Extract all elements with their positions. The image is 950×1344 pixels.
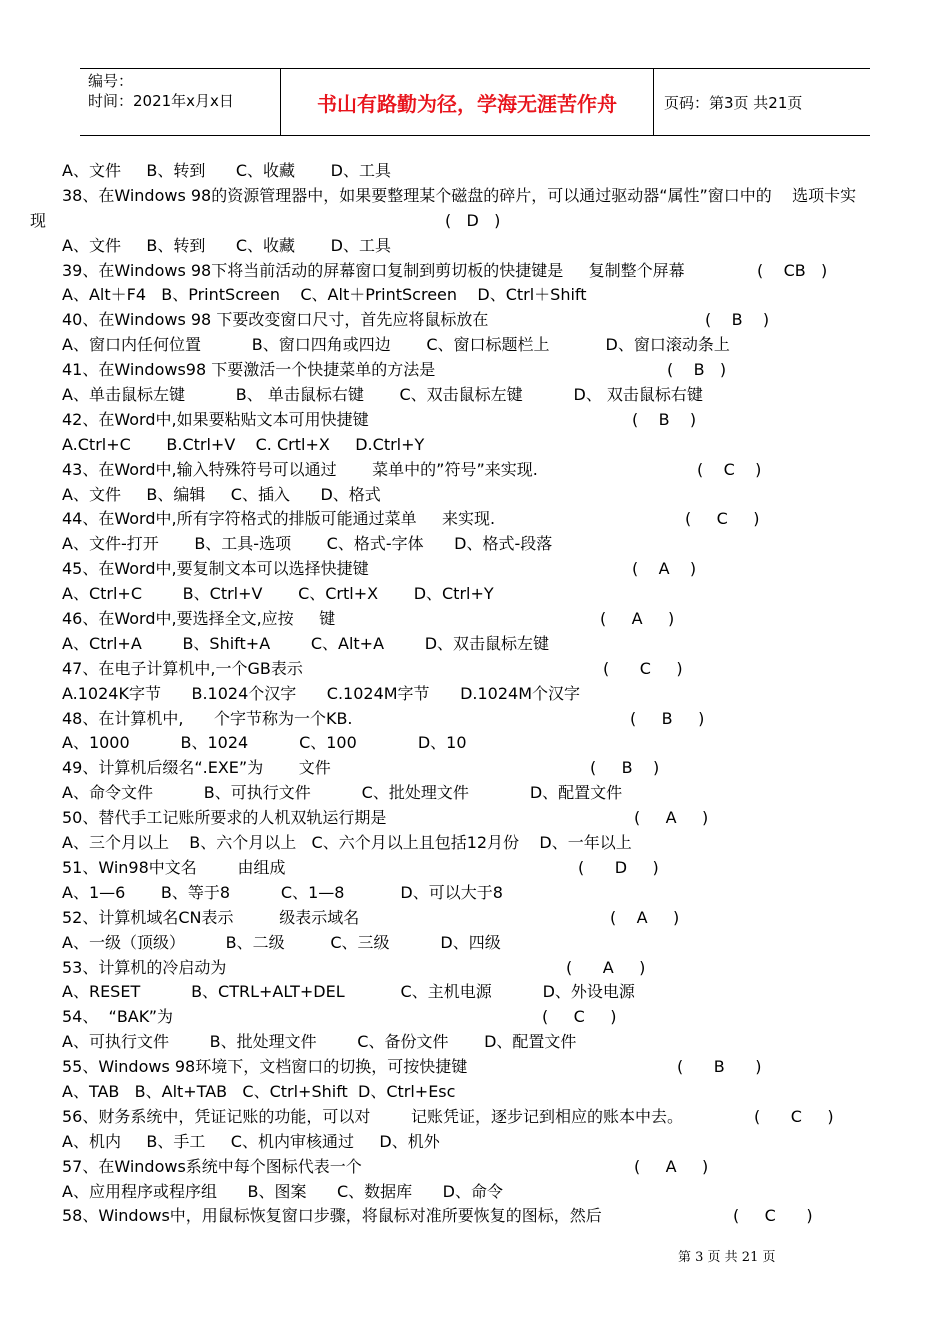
line-text: A、Ctrl+C B、Ctrl+V C、Crtl+X D、Ctrl+Y [62,584,494,604]
line-text: A、文件-打开 B、工具-选项 C、格式-字体 D、格式-段落 [62,534,553,554]
text-line [0,956,950,981]
line-text: 38、在Windows 98的资源管理器中，如果要整理某个磁盘的碎片，可以通过驱动器“属性”窗口中的 选项卡实 [62,185,857,205]
text-line [0,980,950,1005]
line-text: 58、Windows中，用鼠标恢复窗口步骤，将鼠标对准所要恢复的图标，然后 [62,1206,602,1226]
text-line [0,433,950,458]
line-text: A、1—6 B、等于8 C、1—8 D、可以大于8 [62,882,503,902]
text-line [0,283,950,308]
header-page-info: 页码：第3页 共21页 [664,93,803,112]
text-line [0,159,950,184]
line-text: 46、在Word中,要选择全文,应按 键 [62,609,336,629]
text-line [0,259,950,284]
header-number: 编号： [88,72,134,90]
text-line [0,1005,950,1030]
text-line [0,931,950,956]
header-motto: 书山有路勤为径，学海无涯苦作舟 [280,69,654,135]
question-list [0,159,950,1229]
text-line [0,483,950,508]
line-text: 51、Win98中文名 由组成 [62,857,286,877]
line-text: 41、在Windows98 下要激活一个快捷菜单的方法是 [62,360,436,380]
text-line [0,308,950,333]
text-line [0,781,950,806]
answer: ( B ) [677,1057,762,1077]
text-line [0,1155,950,1180]
text-line [0,682,950,707]
line-text: 39、在Windows 98下将当前活动的屏幕窗口复制到剪切板的快捷键是 复制整个屏幕 [62,260,685,280]
line-text: A、TAB B、Alt+TAB C、Ctrl+Shift D、Ctrl+Esc [62,1081,456,1101]
answer: ( B ) [667,360,727,380]
text-line [0,184,950,209]
answer: ( C ) [733,1206,813,1226]
answer: ( A ) [634,808,709,828]
text-line [0,881,950,906]
line-text: A、可执行文件 B、批处理文件 C、备份文件 D、配置文件 [62,1032,577,1052]
answer: ( C ) [603,658,683,678]
line-text: A、单击鼠标左键 B、 单击鼠标右键 C、双击鼠标左键 D、 双击鼠标右键 [62,385,703,405]
line-text: 43、在Word中,输入特殊符号可以通过 菜单中的”符号”来实现. [62,459,538,479]
answer: ( C ) [685,509,760,529]
text-line [0,383,950,408]
text-line [0,756,950,781]
line-text: A、Ctrl+A B、Shift+A C、Alt+A D、双击鼠标左键 [62,633,550,653]
text-line [0,1055,950,1080]
text-line [0,1204,950,1229]
line-text: A、1000 B、1024 C、100 D、10 [62,733,467,753]
text-line [0,831,950,856]
line-text: A.1024K字节 B.1024个汉字 C.1024M字节 D.1024M个汉字 [62,683,581,703]
answer: ( D ) [445,210,501,230]
text-line [0,632,950,657]
text-line [0,1105,950,1130]
line-text: 52、计算机域名CN表示 级表示域名 [62,907,360,927]
line-text: 53、计算机的冷启动为 [62,957,227,977]
text-line [0,582,950,607]
line-text: 54、 “BAK”为 [62,1007,174,1027]
header-meta [80,69,280,135]
line-text: A、一级（顶级） B、二级 C、三级 D、四级 [62,932,501,952]
answer: ( A ) [634,1156,709,1176]
line-text: 44、在Word中,所有字符格式的排版可能通过菜单 来实现. [62,509,496,529]
line-text: 现 [30,210,47,230]
line-text: 50、替代手工记账所要求的人机双轨运行期是 [62,808,387,828]
answer: ( A ) [610,907,680,927]
line-text: 42、在Word中,如果要粘贴文本可用快捷键 [62,409,369,429]
text-line [0,557,950,582]
line-text: 47、在电子计算机中,一个GB表示 [62,658,303,678]
answer: ( B ) [632,409,697,429]
text-line [0,234,950,259]
line-text: 40、在Windows 98 下要改变窗口尺寸，首先应将鼠标放在 [62,310,489,330]
text-line [0,657,950,682]
text-line [0,1030,950,1055]
header-time: 时间：2021年x月x日 [88,92,234,110]
answer: ( A ) [632,559,697,579]
text-line [0,806,950,831]
line-text: 56、财务系统中，凭证记账的功能，可以对 记账凭证，逐步记到相应的账本中去。 [62,1106,684,1126]
line-text: 55、Windows 98环境下，文档窗口的切换，可按快捷键 [62,1057,468,1077]
line-text: 49、计算机后缀名“.EXE”为 文件 [62,758,331,778]
page-footer: 第 3 页 共 21 页 [678,1250,776,1265]
text-line [0,408,950,433]
text-line [0,333,950,358]
answer: ( D ) [578,857,659,877]
text-line [0,607,950,632]
text-line [0,507,950,532]
answer: ( B ) [705,310,770,330]
line-text: A、文件 B、转到 C、收藏 D、工具 [62,235,391,255]
line-text: A、三个月以上 B、六个月以上 C、六个月以上且包括12月份 D、一年以上 [62,833,632,853]
text-line [0,532,950,557]
text-line [0,856,950,881]
text-line [0,1130,950,1155]
text-line [0,458,950,483]
answer: ( A ) [600,609,675,629]
text-line [0,358,950,383]
text-line [0,731,950,756]
answer: ( C ) [542,1007,617,1027]
line-text: A、Alt＋F4 B、PrintScreen C、Alt＋PrintScreen D、Ctrl＋Shift [62,285,587,305]
line-text: A、应用程序或程序组 B、图案 C、数据库 D、命令 [62,1181,503,1201]
line-text: 57、在Windows系统中每个图标代表一个 [62,1156,362,1176]
line-text: A、窗口内任何位置 B、窗口四角或四边 C、窗口标题栏上 D、窗口滚动条上 [62,335,730,355]
line-text: A、机内 B、手工 C、机内审核通过 D、机外 [62,1131,440,1151]
page-header [80,68,870,136]
line-text: A.Ctrl+C B.Ctrl+V C. Crtl+X D.Ctrl+Y [62,434,425,454]
line-text: A、命令文件 B、可执行文件 C、批处理文件 D、配置文件 [62,783,623,803]
answer: ( A ) [566,957,646,977]
text-line [0,707,950,732]
answer: ( B ) [590,758,660,778]
answer: ( C ) [697,459,762,479]
text-line [0,209,950,234]
text-line [0,1080,950,1105]
line-text: A、文件 B、编辑 C、插入 D、格式 [62,484,381,504]
line-text: 48、在计算机中, 个字节称为一个KB. [62,708,353,728]
text-line [0,906,950,931]
line-text: 45、在Word中,要复制文本可以选择快捷键 [62,559,369,579]
answer: ( B ) [630,708,705,728]
answer: ( CB ) [757,260,828,280]
line-text: A、RESET B、CTRL+ALT+DEL C、主机电源 D、外设电源 [62,982,635,1002]
text-line [0,1180,950,1205]
line-text: A、文件 B、转到 C、收藏 D、工具 [62,161,391,180]
answer: ( C ) [754,1106,834,1126]
